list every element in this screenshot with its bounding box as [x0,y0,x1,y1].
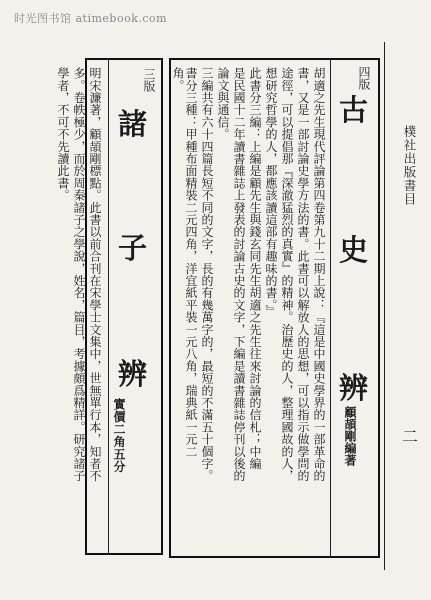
book-title-char: 子 [118,231,148,265]
edition-label: 三版 [142,68,156,92]
description-line: 書分三種：甲種布面精裝二元四角，洋宜紙平裝一元八角，瑞典紙一元二 [184,67,198,458]
description-line: 明宋濂著，顧頡剛標點。此書以前合刊在宋學士文集中，世無單行本，知者不 [88,67,102,482]
entry-title-divider [330,58,331,558]
page-number: 二 [402,427,419,446]
header-divider [384,42,385,570]
description-line: 胡適之先生現代評論第四卷第九十二期上說：『這是中國史學界的一部革命的 [312,67,326,482]
description-line: 此書分三編：上編是顧先生與錢玄同先生胡適之先生往來討論的信札；中編 [248,67,262,470]
description-line: 想研究哲學的人，都應該讀這部有趣味的書。』 [264,67,278,318]
book-title-char: 辨 [118,357,148,391]
description-line: 多。卷帙極少，而於周秦諸子之學說，姓名，篇目，考據頗爲精詳。研究諸子 [72,67,86,482]
edition-label: 四版 [357,66,371,90]
description-line: 論文與通信。 [216,67,230,141]
book-title-char: 諸 [118,107,148,141]
page-header-title: 樸社出版書目 [402,125,417,206]
description-line: 角。 [171,67,185,92]
description-line: 書，又是一部討論史學方法的書。此書可以解放人的思想，可以指示做學問的 [296,67,310,482]
book-title-char: 辨 [339,371,369,405]
book-title-char: 史 [339,233,369,267]
description-line: 途徑，可以提倡那『深澈猛烈的真實』的精神。治歷史的人，整理國故的人， [280,67,294,482]
watermark: 时光图书馆 atimebook.com [14,12,168,25]
book-title-char: 古 [339,93,369,127]
description-line: 是民國十二年讀書雜誌上發表的討論古史的文字，下編是讀書雜誌停刊以後的 [232,67,246,482]
description-line: 三編共有六十四篇長短不同的文字，長的有幾萬字的，最短的不滿五十個字。 [200,67,214,482]
description-line: 學者，不可不先讀此書。 [56,67,70,202]
entry-title-divider [108,58,109,555]
book-price: 實價二角五分 [112,398,126,473]
book-author: 顧頡剛編著 [343,406,357,466]
